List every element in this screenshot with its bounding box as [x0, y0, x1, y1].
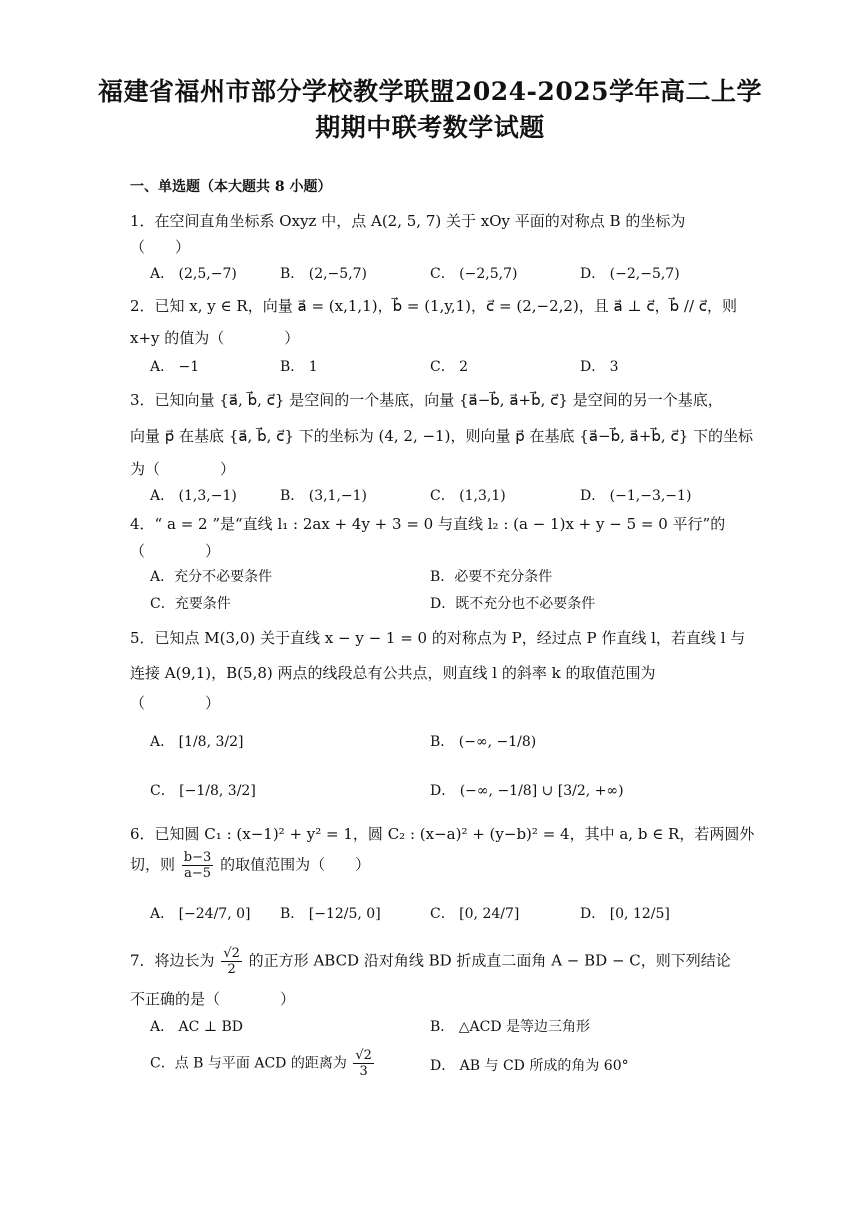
q6-stem: 6．已知圆 C₁ : (x−1)² + y² = 1，圆 C₂ : (x−a)² + (y−b)² = 4，其中 a, b ∈ R，若两圆外: [130, 825, 755, 843]
q1-option-d: D． (−2,−5,7): [580, 266, 680, 282]
q1-option-b: B． (2,−5,7): [280, 266, 368, 282]
q2-option-b: B． 1: [280, 359, 318, 375]
q6-option-a-value: [−24/7, 0]: [178, 906, 251, 922]
q5-option-c-label: C．: [150, 783, 175, 799]
q7-option-c-numerator: √2: [355, 1048, 372, 1063]
q3-option-b: B． (3,1,−1): [280, 488, 368, 504]
q3-option-d: D． (−1,−3,−1): [580, 488, 692, 504]
q6-fraction-numerator: b−3: [183, 850, 212, 865]
q6-option-d-value: [0, 12/5]: [609, 906, 670, 922]
q6-fraction-denominator: a−5: [184, 866, 211, 881]
exam-title-line1: 福建省福州市部分学校教学联盟2024-2025学年高二上学: [97, 77, 763, 106]
q6-option-c-label: C．: [430, 906, 455, 922]
q7-stem-suffix: 的正方形 ABCD 沿对角线 BD 折成直二面角 A − BD − C，则下列结论: [248, 951, 731, 970]
q6-option-a-label: A．: [150, 906, 175, 922]
q5-stem-line2: 连接 A(9,1)，B(5,8) 两点的线段总有公共点，则直线 l 的斜率 k 的取值范围为: [130, 664, 656, 682]
q5-option-d: [430, 780, 624, 800]
q6-option-b-label: B．: [280, 906, 305, 922]
q7-option-c-denominator: 3: [359, 1064, 368, 1079]
q7-option-d: D． AB 与 CD 所成的角为 60°: [430, 1058, 629, 1074]
q6-fraction: [182, 850, 214, 881]
q2-option-a: A． −1: [150, 359, 200, 375]
q5-option-d-label: D．: [430, 783, 456, 799]
q7-option-c: [150, 1048, 376, 1079]
q5-stem: 5．已知点 M(3,0) 关于直线 x − y − 1 = 0 的对称点为 P，经过点 P 作直线 l，若直线 l 与: [130, 629, 746, 647]
q5-option-d-value: (−∞, −1/8] ∪ [3/2, +∞): [459, 783, 624, 799]
q3-stem-line2: 向量 p⃗ 在基底 {a⃗, b⃗, c⃗} 下的坐标为 (4, 2, −1)，则向量 p⃗ 在基底 {a⃗−b⃗, a⃗+b⃗, c⃗} 下的坐标: [130, 427, 754, 445]
q4-stem: 4．“ a = 2 ”是“直线 l₁ : 2ax + 4y + 3 = 0 与直线 l₂ : (a − 1)x + y − 5 = 0 平行”的: [130, 515, 726, 533]
q4-blank: （ ）: [130, 542, 221, 560]
q6-stem-line2: [130, 850, 370, 881]
q5-option-a: [150, 731, 243, 751]
q7-option-a: A． AC ⊥ BD: [150, 1019, 243, 1035]
q6-option-d-label: D．: [580, 906, 606, 922]
q3-stem-line3: 为（ ）: [130, 460, 236, 478]
q5-option-c-value: [−1/8, 3/2]: [179, 783, 256, 799]
q7-stem: [130, 946, 731, 977]
q5-option-a-label: A．: [150, 734, 175, 750]
q7-stem-prefix: 7．将边长为: [130, 951, 215, 970]
q6-option-a: [150, 903, 250, 923]
q4-option-a: A．充分不必要条件: [150, 569, 273, 585]
q1-blank: （ ）: [130, 238, 191, 256]
q2-stem: 2．已知 x, y ∈ R，向量 a⃗ = (x,1,1)，b⃗ = (1,y,1)，c⃗ = (2,−2,2)，且 a⃗ ⊥ c⃗，b⃗ // c⃗，则: [130, 297, 738, 315]
q7-option-c-fraction: [353, 1048, 374, 1079]
q7-side-fraction: [221, 946, 242, 977]
q7-option-c-text: C．点 B 与平面 ACD 的距离为: [150, 1055, 347, 1072]
q5-option-a-value: [1/8, 3/2]: [178, 734, 244, 750]
q6-option-b-value: [−12/5, 0]: [308, 906, 381, 922]
q1-stem: 1．在空间直角坐标系 Oxyz 中，点 A(2, 5, 7) 关于 xOy 平面的对称点 B 的坐标为: [130, 212, 686, 230]
q6-stem-prefix: 切，则: [130, 855, 176, 874]
q7-stem-line2: 不正确的是（ ）: [130, 990, 296, 1008]
q2-option-d: D． 3: [580, 359, 619, 375]
q7-side-numerator: √2: [223, 946, 240, 961]
q5-option-b-label: B．: [430, 734, 455, 750]
q4-option-d: D．既不充分也不必要条件: [430, 596, 596, 612]
q6-option-c: [430, 903, 519, 923]
q4-option-c: C．充要条件: [150, 596, 231, 612]
q2-stem-line2: x+y 的值为（ ）: [130, 329, 300, 347]
q6-stem-suffix: 的取值范围为（ ）: [220, 855, 371, 874]
section-heading: 一、单选题（本大题共 8 小题）: [130, 179, 332, 195]
q3-stem: 3．已知向量 {a⃗, b⃗, c⃗} 是空间的一个基底，向量 {a⃗−b⃗, a⃗+b⃗, c⃗} 是空间的另一个基底，: [130, 391, 723, 409]
q2-option-c: C． 2: [430, 359, 469, 375]
q3-option-c: C． (1,3,1): [430, 488, 506, 504]
q6-option-b: [280, 903, 381, 923]
q7-side-denominator: 2: [227, 962, 236, 977]
q3-option-a: A． (1,3,−1): [150, 488, 237, 504]
q6-option-d: [580, 903, 670, 923]
q5-option-c: [150, 780, 256, 800]
q5-blank: （ ）: [130, 694, 221, 712]
q1-option-a: A． (2,5,−7): [150, 266, 237, 282]
q6-option-c-value: [0, 24/7]: [459, 906, 520, 922]
q5-option-b-value: (−∞, −1/8): [458, 734, 537, 750]
q5-option-b: [430, 731, 536, 751]
exam-title-line2: 期期中联考数学试题: [315, 113, 545, 142]
q4-option-b: B．必要不充分条件: [430, 569, 553, 585]
q7-option-b: B． △ACD 是等边三角形: [430, 1019, 591, 1035]
q1-option-c: C． (−2,5,7): [430, 266, 518, 282]
